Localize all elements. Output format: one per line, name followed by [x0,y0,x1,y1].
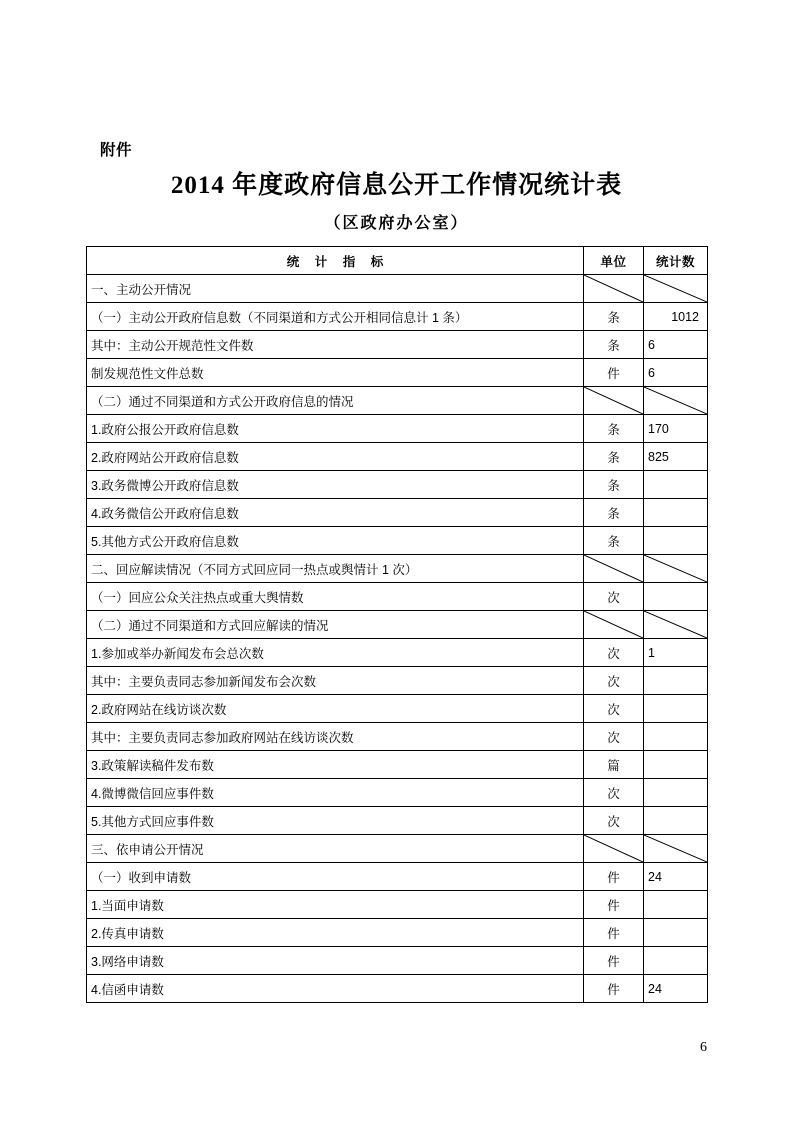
row-label: 5.其他方式公开政府信息数 [87,527,584,555]
row-label: 2.传真申请数 [87,919,584,947]
row-unit: 次 [584,807,644,835]
row-unit-slash [584,835,644,863]
page-title: 2014 年度政府信息公开工作情况统计表 [170,172,623,199]
row-label: （一）收到申请数 [87,863,584,891]
row-label: 1.政府公报公开政府信息数 [87,415,584,443]
row-value: 170 [644,415,708,443]
table-row [87,751,708,779]
row-value-slash [644,611,708,639]
table-row [87,583,708,611]
table-body [87,275,708,1003]
row-label: 5.其他方式回应事件数 [87,807,584,835]
row-value [644,471,708,499]
row-label: 3.政务微博公开政府信息数 [87,471,584,499]
table-row [87,723,708,751]
row-unit: 条 [584,443,644,471]
column-header-indicator: 统 计 指 标 [87,247,584,275]
row-value-slash [644,835,708,863]
row-unit: 件 [584,919,644,947]
row-value: 825 [644,443,708,471]
row-value [644,947,708,975]
row-unit: 次 [584,667,644,695]
row-value [644,751,708,779]
table-row [87,275,708,303]
row-unit: 条 [584,303,644,331]
row-value [644,695,708,723]
table-row [87,807,708,835]
table-row [87,695,708,723]
table-row [87,835,708,863]
row-unit: 次 [584,779,644,807]
row-label: 1.当面申请数 [87,891,584,919]
row-unit: 条 [584,331,644,359]
row-unit: 篇 [584,751,644,779]
row-unit: 条 [584,415,644,443]
row-value [644,779,708,807]
page-number: 6 [700,1040,707,1055]
table-header-row [87,247,708,275]
row-unit-slash [584,555,644,583]
row-label: （一）回应公众关注热点或重大舆情数 [87,583,584,611]
row-value [644,919,708,947]
table-row [87,303,708,331]
row-label: 其中：主动公开规范性文件数 [87,331,584,359]
table-row [87,527,708,555]
table-row [87,359,708,387]
row-unit: 件 [584,359,644,387]
row-value: 1 [644,639,708,667]
row-unit: 件 [584,891,644,919]
table-row [87,947,708,975]
row-unit: 条 [584,527,644,555]
row-label: 一、主动公开情况 [87,275,584,303]
row-label: 2.政府网站公开政府信息数 [87,443,584,471]
row-unit: 条 [584,499,644,527]
row-label: 2.政府网站在线访谈次数 [87,695,584,723]
row-label: 其中：主要负责同志参加政府网站在线访谈次数 [87,723,584,751]
row-value: 1012 [644,303,708,331]
row-value [644,807,708,835]
row-value: 6 [644,359,708,387]
row-value-slash [644,555,708,583]
row-value [644,499,708,527]
row-unit: 次 [584,723,644,751]
row-label: 1.参加或举办新闻发布会总次数 [87,639,584,667]
row-label: 4.微博微信回应事件数 [87,779,584,807]
row-unit-slash [584,387,644,415]
table-row [87,863,708,891]
row-label: 4.政务微信公开政府信息数 [87,499,584,527]
table-row [87,891,708,919]
row-unit: 次 [584,639,644,667]
table-row [87,415,708,443]
row-value: 24 [644,863,708,891]
row-value [644,667,708,695]
table-row [87,471,708,499]
table-row [87,975,708,1003]
row-label: （二）通过不同渠道和方式公开政府信息的情况 [87,387,584,415]
row-unit-slash [584,611,644,639]
row-value: 24 [644,975,708,1003]
column-header-count: 统计数 [644,247,708,275]
statistics-table [86,246,708,1003]
row-label: 3.网络申请数 [87,947,584,975]
table-row [87,499,708,527]
row-label: 制发规范性文件总数 [87,359,584,387]
table-row [87,779,708,807]
row-value-slash [644,387,708,415]
table-row [87,611,708,639]
row-label: 三、依申请公开情况 [87,835,584,863]
row-value [644,583,708,611]
row-unit-slash [584,275,644,303]
row-label: （二）通过不同渠道和方式回应解读的情况 [87,611,584,639]
row-label: （一）主动公开政府信息数（不同渠道和方式公开相同信息计 1 条） [87,303,584,331]
page-subtitle: （区政府办公室） [324,215,469,232]
row-value-slash [644,275,708,303]
table-row [87,639,708,667]
row-label: 二、回应解读情况（不同方式回应同一热点或舆情计 1 次） [87,555,584,583]
row-unit: 件 [584,975,644,1003]
row-unit: 条 [584,471,644,499]
row-label: 其中：主要负责同志参加新闻发布会次数 [87,667,584,695]
row-value [644,891,708,919]
row-unit: 次 [584,583,644,611]
row-unit: 次 [584,695,644,723]
attachment-label: 附件 [100,142,133,159]
table-row [87,443,708,471]
row-value: 6 [644,331,708,359]
row-value [644,527,708,555]
column-header-unit: 单位 [584,247,644,275]
row-unit: 件 [584,947,644,975]
row-unit: 件 [584,863,644,891]
row-label: 4.信函申请数 [87,975,584,1003]
table-row [87,331,708,359]
table-row [87,555,708,583]
row-label: 3.政策解读稿件发布数 [87,751,584,779]
table-row [87,667,708,695]
row-value [644,723,708,751]
table-row [87,387,708,415]
table-row [87,919,708,947]
